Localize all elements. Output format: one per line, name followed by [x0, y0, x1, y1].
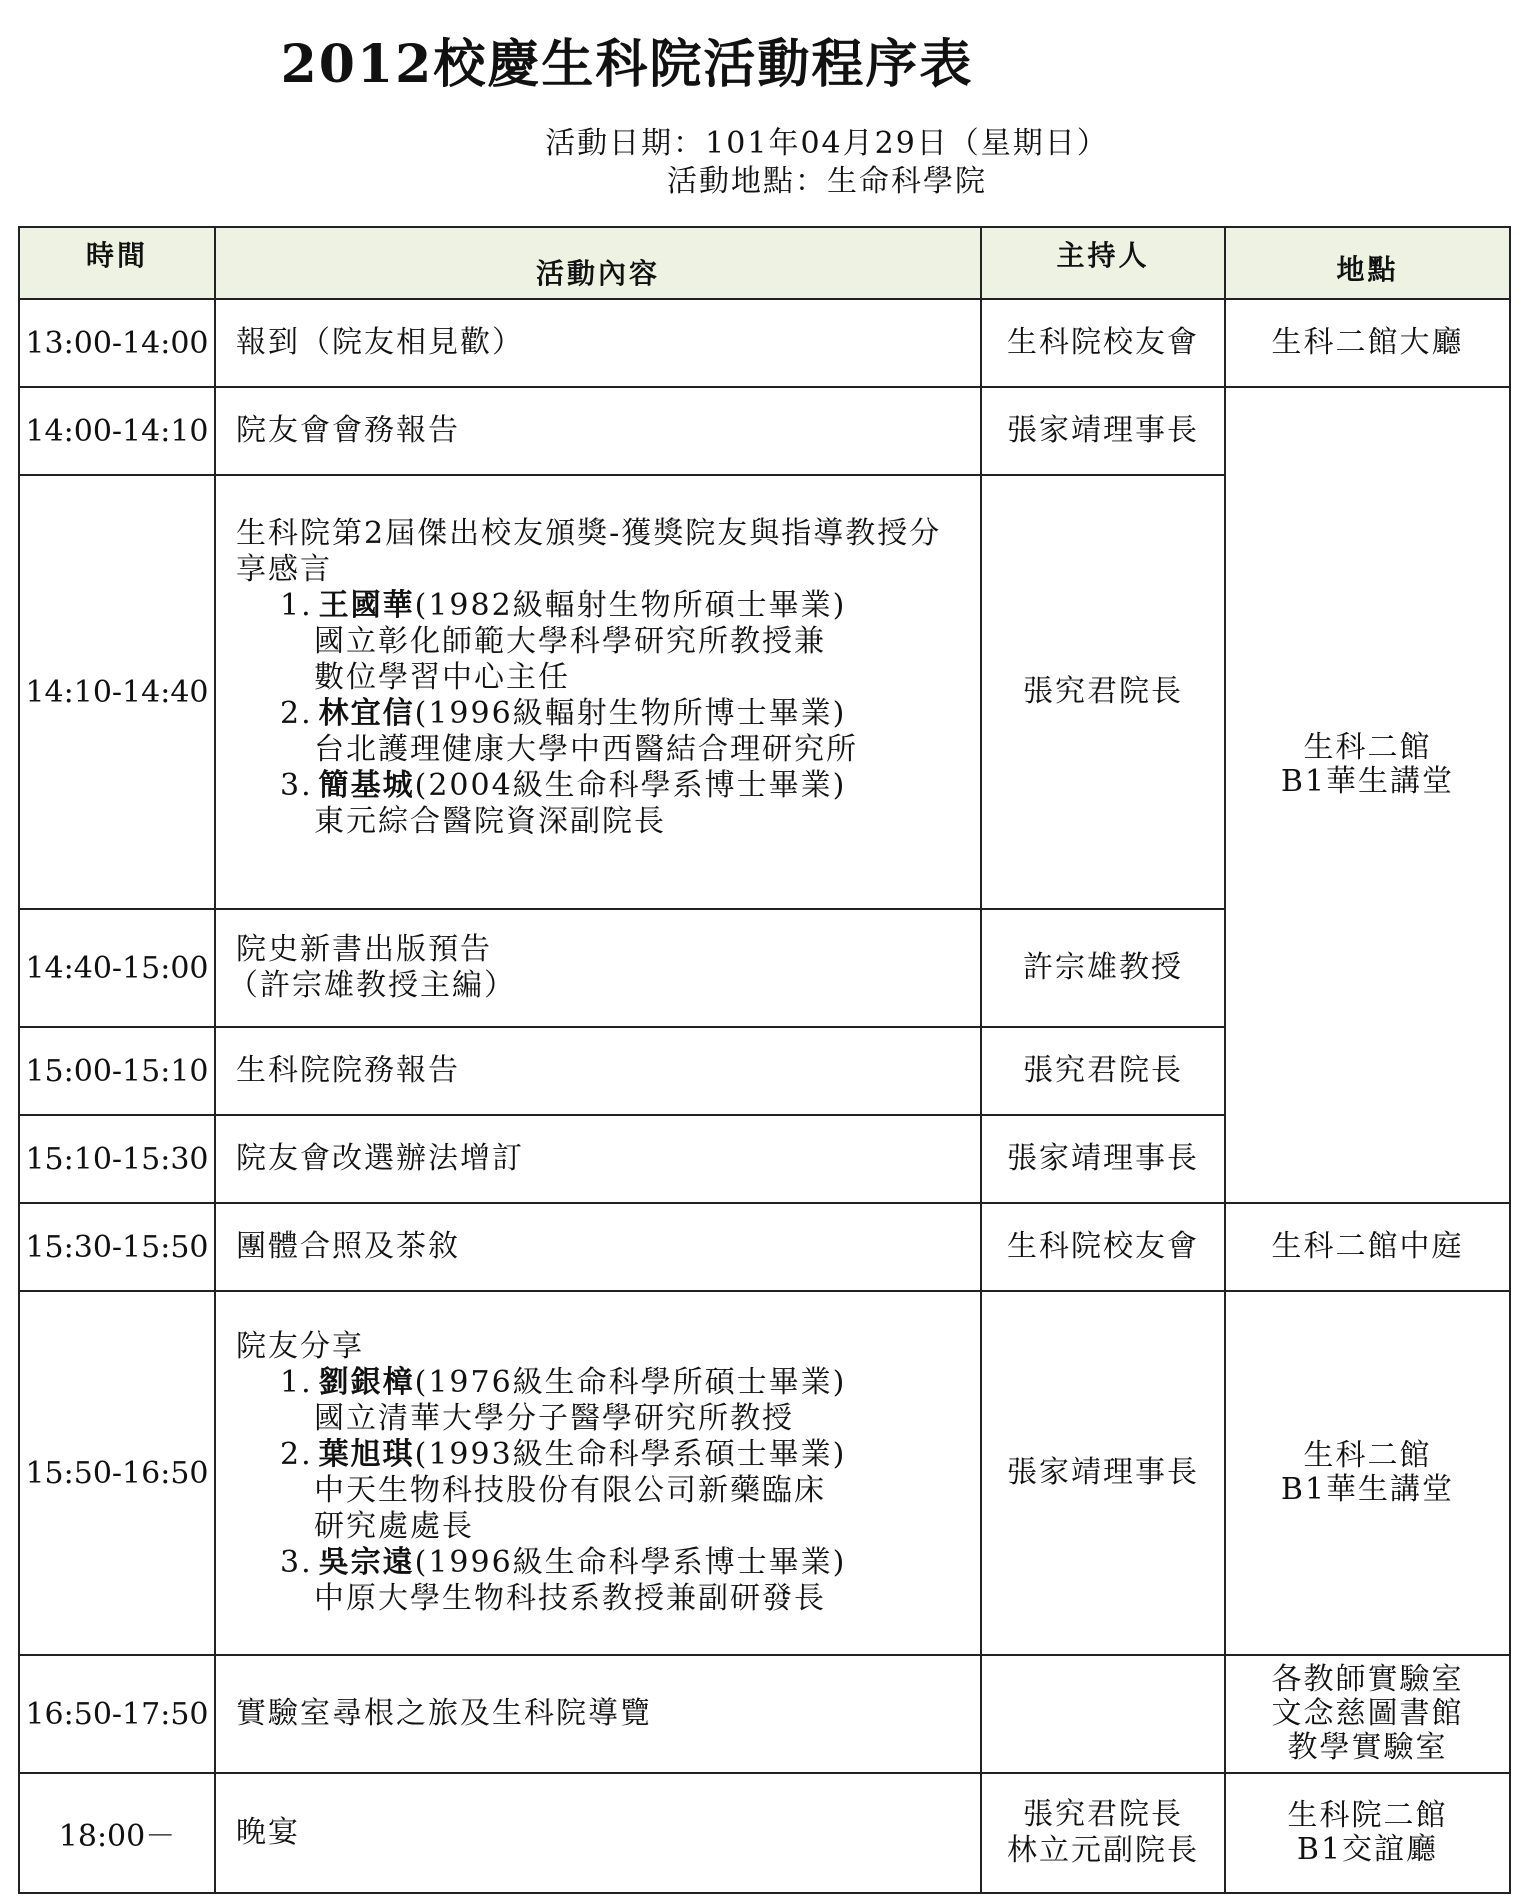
- location-cell: 生科二館大廳: [1225, 299, 1510, 387]
- activity-line: （許宗雄教授主編）: [228, 968, 516, 1003]
- honoree-detail: (1982級輻射生物所碩士畢業): [414, 588, 847, 623]
- item-number: 3.: [280, 1545, 313, 1580]
- activity-cell: 晚宴: [215, 1773, 981, 1893]
- location-line: 生科院二館: [1287, 1798, 1448, 1833]
- time-cell: 18:00－: [19, 1773, 215, 1893]
- schedule-table: [18, 226, 1511, 1894]
- table-row: [19, 299, 1510, 387]
- location-cell: [1225, 387, 1510, 1203]
- time-cell: 15:30-15:50: [19, 1203, 215, 1291]
- location-cell: 生科二館中庭: [1225, 1203, 1510, 1291]
- host-cell: 許宗雄教授: [981, 909, 1225, 1027]
- alumni-detail: (1993級生命科學系碩士畢業): [414, 1437, 847, 1472]
- header-row: [19, 227, 1510, 299]
- honoree-name: 林宜信: [318, 696, 415, 731]
- header-host: 主持人: [981, 227, 1225, 299]
- alumni-sub-line: 中原大學生物科技系教授兼副研發長: [314, 1581, 826, 1616]
- table-row: [19, 387, 1510, 475]
- item-number: 1.: [280, 588, 313, 623]
- activity-cell: 團體合照及茶敘: [215, 1203, 981, 1291]
- title-text: 2012校慶生科院活動程序表: [280, 34, 974, 95]
- honoree-item: [236, 768, 980, 804]
- header-time: 時間: [19, 227, 215, 299]
- event-place: 活動地點：生命科學院: [667, 164, 987, 199]
- host-cell: [981, 1655, 1225, 1773]
- host-cell: 生科院校友會: [981, 299, 1225, 387]
- header-location: 地點: [1225, 227, 1510, 299]
- time-cell: 14:00-14:10: [19, 387, 215, 475]
- honoree-name: 王國華: [318, 588, 415, 623]
- alumni-detail: (1976級生命科學所碩士畢業): [414, 1365, 847, 1400]
- item-number: 2.: [280, 1437, 313, 1472]
- honoree-detail: (2004級生命科學系博士畢業): [414, 768, 847, 803]
- location-cell: [1225, 1773, 1510, 1893]
- activity-cell: [215, 1291, 981, 1655]
- alumni-item: [236, 1545, 980, 1581]
- alumni-item: [236, 1437, 980, 1473]
- honoree-item: [236, 588, 980, 624]
- header-activity: 活動內容: [215, 227, 981, 299]
- alumni-name: 吳宗遠: [318, 1545, 415, 1580]
- alumni-detail: (1996級生命科學系博士畢業): [414, 1545, 847, 1580]
- item-number: 1.: [280, 1365, 313, 1400]
- time-cell: 15:00-15:10: [19, 1027, 215, 1115]
- activity-cell: 生科院院務報告: [215, 1027, 981, 1115]
- table-row: [19, 1773, 1510, 1893]
- host-cell: 張究君院長: [981, 475, 1225, 909]
- item-number: 3.: [280, 768, 313, 803]
- honoree-sub-line: 東元綜合醫院資深副院長: [314, 804, 666, 839]
- host-cell: 張家靖理事長: [981, 1291, 1225, 1655]
- item-number: 2.: [280, 696, 313, 731]
- activity-cell: 報到（院友相見歡）: [215, 299, 981, 387]
- alumni-item: [236, 1365, 980, 1401]
- table-row: [19, 1655, 1510, 1773]
- location-line: B1交誼廳: [1296, 1832, 1439, 1867]
- activity-intro-line: 享感言: [236, 552, 332, 587]
- location-line: 各教師實驗室: [1271, 1662, 1464, 1697]
- location-line: 文念慈圖書館: [1271, 1696, 1464, 1731]
- activity-line: 院史新書出版預告: [236, 932, 492, 967]
- activity-intro-line: 生科院第2屆傑出校友頒獎-獲獎院友與指導教授分: [236, 516, 942, 551]
- location-cell: [1225, 1655, 1510, 1773]
- honoree-sub-line: 國立彰化師範大學科學研究所教授兼: [314, 624, 826, 659]
- event-date: 活動日期：101年04月29日（星期日）: [545, 126, 1109, 161]
- location-line: 生科二館: [1303, 730, 1432, 765]
- location-cell: [1225, 1291, 1510, 1655]
- location-line: B1華生講堂: [1280, 764, 1455, 799]
- activity-cell: 院友會改選辦法增訂: [215, 1115, 981, 1203]
- alumni-sub-line: 中天生物科技股份有限公司新藥臨床: [314, 1473, 826, 1508]
- activity-cell: 實驗室尋根之旅及生科院導覽: [215, 1655, 981, 1773]
- activity-intro-line: 院友分享: [236, 1329, 364, 1364]
- time-cell: 16:50-17:50: [19, 1655, 215, 1773]
- host-line: 張究君院長: [1023, 1797, 1183, 1832]
- host-cell: 張家靖理事長: [981, 387, 1225, 475]
- activity-cell: 院友會會務報告: [215, 387, 981, 475]
- alumni-name: 劉銀樟: [318, 1365, 415, 1400]
- time-cell: 15:50-16:50: [19, 1291, 215, 1655]
- host-cell: 生科院校友會: [981, 1203, 1225, 1291]
- host-cell: [981, 1773, 1225, 1893]
- activity-cell: [215, 909, 981, 1027]
- alumni-name: 葉旭琪: [318, 1437, 415, 1472]
- table-row: [19, 1291, 1510, 1655]
- time-cell: 13:00-14:00: [19, 299, 215, 387]
- honoree-sub-line: 台北護理健康大學中西醫結合理研究所: [314, 732, 858, 767]
- alumni-sub-line: 研究處處長: [314, 1509, 474, 1544]
- time-cell: 14:40-15:00: [19, 909, 215, 1027]
- host-line: 林立元副院長: [1007, 1833, 1199, 1868]
- host-cell: 張究君院長: [981, 1027, 1225, 1115]
- honoree-name: 簡基城: [318, 768, 415, 803]
- honoree-item: [236, 696, 980, 732]
- time-cell: 14:10-14:40: [19, 475, 215, 909]
- alumni-sub-line: 國立清華大學分子醫學研究所教授: [314, 1401, 794, 1436]
- host-cell: 張家靖理事長: [981, 1115, 1225, 1203]
- page-title: [0, 22, 1534, 97]
- honoree-sub-line: 數位學習中心主任: [314, 660, 570, 695]
- honoree-detail: (1996級輻射生物所博士畢業): [414, 696, 847, 731]
- location-line: 教學實驗室: [1287, 1730, 1448, 1765]
- location-line: B1華生講堂: [1280, 1472, 1455, 1507]
- table-row: [19, 1203, 1510, 1291]
- location-line: 生科二館: [1303, 1438, 1432, 1473]
- activity-cell: [215, 475, 981, 909]
- time-cell: 15:10-15:30: [19, 1115, 215, 1203]
